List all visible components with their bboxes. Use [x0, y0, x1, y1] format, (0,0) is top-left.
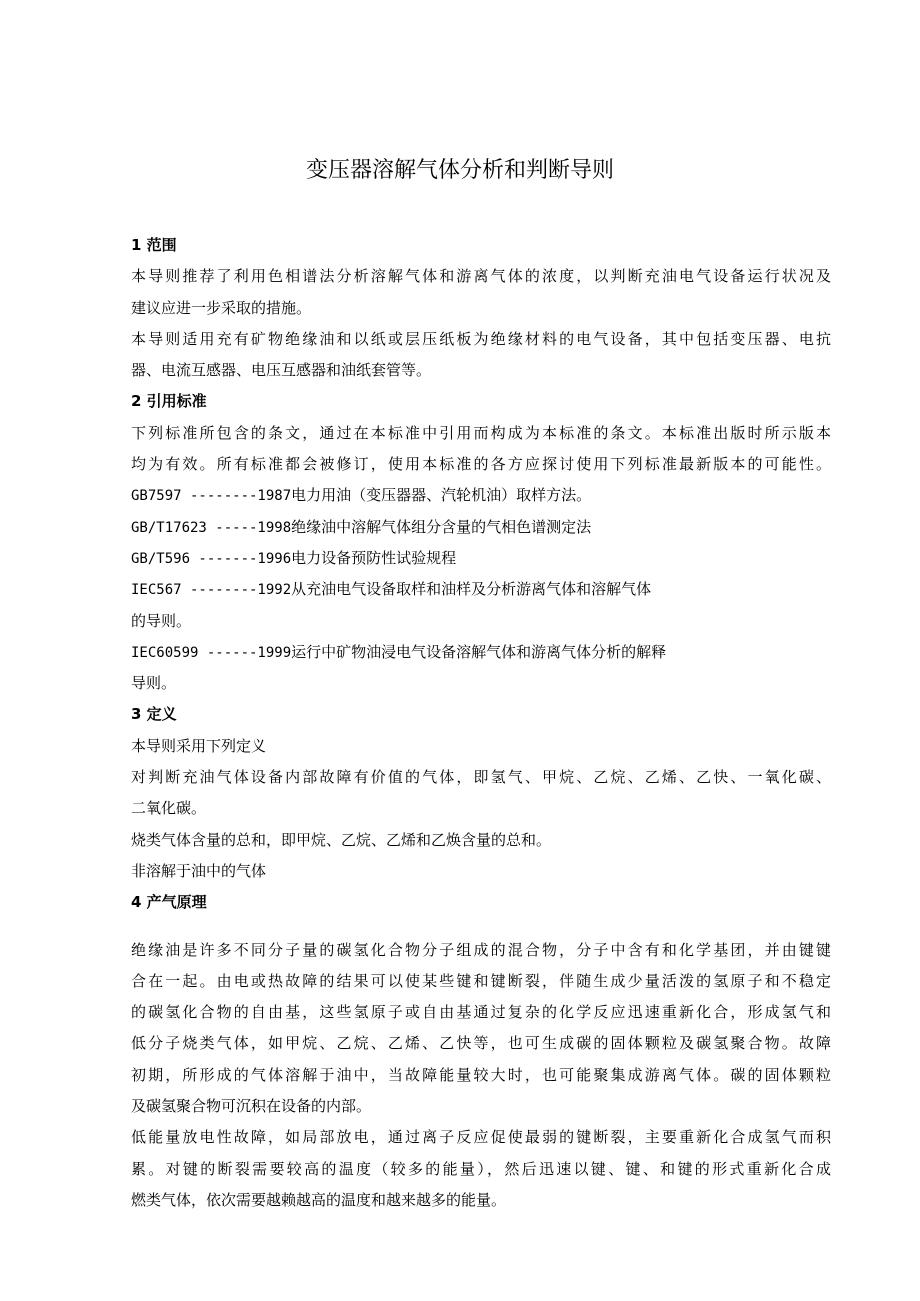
section-spacer [131, 919, 831, 935]
section-heading-definitions: 3 定义 [131, 705, 177, 724]
reference-text: 电力设备预防性试验规程 [291, 548, 457, 567]
paragraph-line: 均为有效。所有标准都会被修订，使用本标准的各方应探讨使用下列标准最新版本的可能性。 [131, 455, 831, 474]
document-title: 变压器溶解气体分析和判断导则 [305, 158, 614, 183]
reference-text: 绝缘油中溶解气体组分含量的气相色谱测定法 [291, 517, 592, 536]
reference-item [131, 512, 831, 543]
paragraph-line: 对判断充油气体设备内部故障有价值的气体，即氢气、甲烷、乙烷、乙烯、乙快、一氧化碳、 [131, 768, 831, 787]
reference-text: 运行中矿物油浸电气设备溶解气体和游离气体分析的解释 [291, 642, 667, 661]
section-heading-gas-generation: 4 产气原理 [131, 893, 207, 912]
reference-text: 从充油电气设备取样和油样及分析游离气体和溶解气体 [291, 580, 652, 599]
reference-item-continuation [131, 668, 831, 699]
section-heading-scope: 1 范围 [131, 236, 177, 254]
paragraph-line: 的碳氢化合物的自由基，这些氢原子或自由基通过复杂的化学反应迅速重新化合，形成氢气和 [131, 1003, 831, 1022]
paragraph-line: 绝缘油是许多不同分子量的碳氢化合物分子组成的混合物，分子中含有和化学基团，并由键键 [131, 940, 831, 959]
reference-text: 电力用油（变压器器、汽轮机油）取样方法。 [291, 486, 592, 505]
paragraph-line: 器、电流互感器、电压互感器和油纸套管等。 [131, 361, 432, 380]
paragraph-line: 建议应进一步采取的措施。 [131, 298, 312, 317]
paragraph-line: 非溶解于油中的气体 [131, 861, 267, 880]
paragraph-line: 本导则适用充有矿物绝缘油和以纸或层压纸板为绝缘材料的电气设备，其中包括变压器、电抗 [131, 329, 831, 348]
reference-code: IEC567 --------1992 [131, 582, 292, 599]
paragraph-line: 低能量放电性故障，如局部放电，通过离子反应促使最弱的键断裂，主要重新化合成氢气而积 [131, 1128, 831, 1147]
reference-item [131, 637, 831, 668]
paragraph-line: 本导则采用下列定义 [131, 736, 267, 755]
paragraph-line: 低分子烧类气体，如甲烷、乙烷、乙烯、乙快等，也可生成碳的固体颗粒及碳氢聚合物。故障 [131, 1034, 831, 1053]
reference-code: GB7597 --------1987 [131, 488, 292, 505]
reference-item [131, 543, 831, 574]
reference-text: 导则。 [131, 674, 177, 693]
paragraph-line: 本导则推荐了利用色相谱法分析溶解气体和游离气体的浓度，以判断充油电气设备运行状况及 [131, 267, 831, 286]
section-heading-references: 2 引用标准 [131, 392, 207, 411]
paragraph-line: 初期，所形成的气体溶解于油中，当故障能量较大时，也可能聚集成游离气体。碳的固体颗粒 [131, 1065, 831, 1084]
reference-item [131, 480, 831, 511]
reference-text: 的导则。 [131, 611, 192, 630]
reference-code: GB/T596 -------1996 [131, 550, 292, 567]
paragraph-line: 燃类气体，依次需要越赖越高的温度和越来越多的能量。 [131, 1190, 507, 1209]
reference-item [131, 574, 831, 605]
paragraph-line: 及碳氢聚合物可沉积在设备的内部。 [131, 1097, 372, 1116]
paragraph-line: 累。对键的断裂需要较高的温度（较多的能量），然后迅速以键、键、和键的形式重新化合成 [131, 1159, 831, 1178]
reference-code: GB/T17623 -----1998 [131, 519, 292, 536]
reference-code: IEC60599 ------1999 [131, 644, 292, 661]
paragraph-line: 二氧化碳。 [131, 799, 207, 818]
document-body [131, 230, 831, 1216]
paragraph-line: 烧类气体含量的总和，即甲烷、乙烷、乙烯和乙焕含量的总和。 [131, 830, 552, 849]
paragraph-line: 合在一起。由电或热故障的结果可以使某些键和键断裂，伴随生成少量活泼的氢原子和不稳定 [131, 971, 831, 990]
reference-item-continuation [131, 606, 831, 637]
paragraph-line: 下列标准所包含的条文，通过在本标准中引用而构成为本标准的条文。本标准出版时所示版本 [131, 423, 831, 442]
